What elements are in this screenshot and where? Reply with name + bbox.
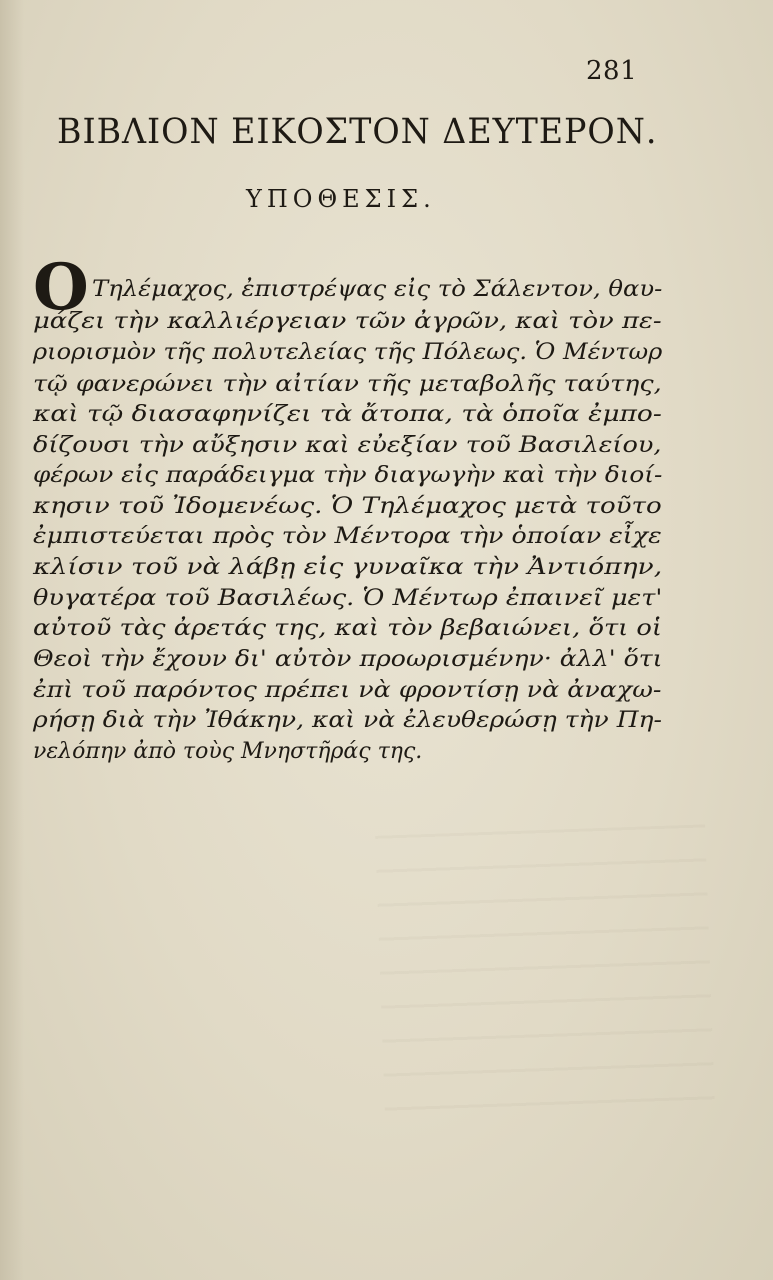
text-line: μάζει τὴν καλλιέργειαν τῶν ἀγρῶν, καὶ τὸν πε-	[33, 309, 662, 334]
section-subtitle: ΥΠΟΘΕΣΙΣ.	[246, 185, 436, 213]
text-line: ρήσῃ διὰ τὴν Ἰθάκην, καὶ νὰ ἐλευθερώσῃ τὴν Πη-	[33, 708, 662, 733]
text-line: κησιν τοῦ Ἰδομενέως. Ὁ Τηλέμαχος μετὰ τοῦτο	[33, 494, 662, 519]
text-line: κλίσιν τοῦ νὰ λάβῃ εἰς γυναῖκα τὴν Ἀντιόπην,	[33, 555, 663, 580]
text-line: δίζουσι τὴν αὔξησιν καὶ εὐεξίαν τοῦ Βασιλείου,	[33, 433, 662, 458]
book-title: ΒΙΒΛΙΟΝ ΕΙΚΟΣΤΟΝ ΔΕΥΤΕΡΟΝ.	[57, 112, 658, 152]
text-line: ἐπὶ τοῦ παρόντος πρέπει νὰ φροντίσῃ νὰ ἀναχω-	[33, 678, 662, 703]
drop-cap: Ο	[33, 250, 89, 325]
page-edge-shadow	[0, 0, 24, 1280]
text-line: Τηλέμαχος, ἐπιστρέψας εἰς τὸ Σάλεντον, θαυ-	[92, 277, 663, 302]
show-through-text	[375, 824, 715, 1115]
text-line: θυγατέρα τοῦ Βασιλέως. Ὁ Μέντωρ ἐπαινεῖ μετ'	[33, 586, 663, 611]
text-line: αὐτοῦ τὰς ἀρετάς της, καὶ τὸν βεβαιώνει, ὅτι οἱ	[33, 616, 663, 641]
text-line: Θεοὶ τὴν ἔχουν δι' αὐτὸν προωρισμένην· ἀλλ' ὅτι	[33, 647, 663, 672]
text-line: ριορισμὸν τῆς πολυτελείας τῆς Πόλεως. Ὁ Μέντωρ	[33, 340, 663, 365]
text-line: τῷ φανερώνει τὴν αἰτίαν τῆς μεταβολῆς ταύτης,	[33, 372, 662, 397]
text-line: καὶ τῷ διασαφηνίζει τὰ ἄτοπα, τὰ ὁποῖα ἐμπο-	[33, 402, 662, 427]
text-line: φέρων εἰς παράδειγμα τὴν διαγωγὴν καὶ τὴν διοί-	[33, 463, 663, 488]
text-line: ἐμπιστεύεται πρὸς τὸν Μέντορα τὴν ὁποίαν εἶχε	[33, 524, 662, 549]
page-number: 281	[586, 56, 638, 86]
text-line: νελόπην ἀπὸ τοὺς Μνηστῆράς της.	[33, 739, 423, 764]
